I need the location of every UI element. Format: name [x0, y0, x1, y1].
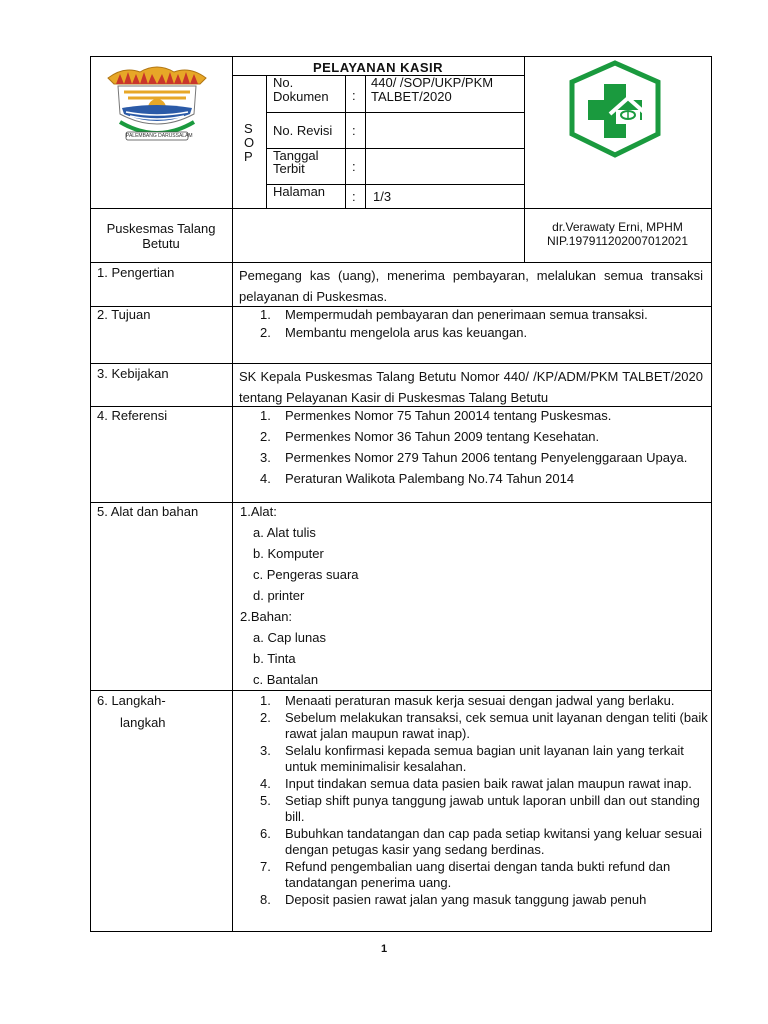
- city-seal-caption: PALEMBANG DARUSSALAM: [126, 133, 193, 139]
- list-number: 1.: [260, 693, 271, 708]
- list-number: 1.: [260, 307, 271, 322]
- list-number: 7.: [260, 859, 271, 874]
- alat-bahan-label: 5. Alat dan bahan: [97, 504, 199, 519]
- referensi-list: [240, 408, 708, 487]
- alat-item: c. Pengeras suara: [253, 567, 359, 582]
- halaman-separator: :: [352, 189, 356, 204]
- list-text: Permenkes Nomor 279 Tahun 2006 tentang Penyelenggaraan Upaya.: [285, 450, 688, 465]
- sop-letter-o: O: [244, 135, 255, 150]
- list-text: Sebelum melakukan transaksi, cek semua unit layanan dengan teliti (baik rawat jalan maupun rawat inap).: [285, 710, 708, 741]
- signer-name: dr.Verawaty Erni, MPHM: [552, 220, 683, 234]
- list-text: Deposit pasien rawat jalan yang masuk tanggung jawab penuh: [285, 892, 647, 907]
- list-text: Mempermudah pembayaran dan penerimaan semua transaksi.: [285, 307, 648, 322]
- puskesmas-name-line2: Betutu: [142, 236, 180, 251]
- list-number: 2.: [260, 429, 271, 444]
- sop-letter-s: S: [244, 121, 253, 136]
- list-text: Permenkes Nomor 36 Tahun 2009 tentang Kesehatan.: [285, 429, 600, 444]
- no-revisi-separator: :: [352, 123, 356, 138]
- list-text: Input tindakan semua data pasien baik rawat jalan maupun rawat inap.: [285, 776, 692, 791]
- no-dokumen-value-line2: TALBET/2020: [371, 89, 452, 104]
- tanggal-terbit-label-line1: Tanggal: [273, 148, 319, 163]
- puskesmas-name-line1: Puskesmas Talang: [106, 221, 216, 236]
- alat-heading: 1.Alat:: [240, 504, 277, 519]
- langkah-label-line1: 6. Langkah-: [97, 693, 166, 708]
- list-item: [240, 743, 708, 775]
- halaman-label: Halaman: [273, 184, 326, 199]
- sop-letter-p: P: [244, 149, 253, 164]
- health-cross-logo: [566, 60, 664, 158]
- list-number: 4.: [260, 471, 271, 486]
- list-number: 6.: [260, 826, 271, 841]
- langkah-label-line2: langkah: [120, 715, 166, 730]
- list-number: 5.: [260, 793, 271, 808]
- tujuan-label: 2. Tujuan: [97, 307, 151, 322]
- list-number: 2.: [260, 325, 271, 340]
- list-text: Peraturan Walikota Palembang No.74 Tahun 2014: [285, 471, 575, 486]
- no-dokumen-separator: :: [352, 88, 356, 103]
- list-item: [240, 826, 708, 858]
- pengertian-text: Pemegang kas (uang), menerima pembayaran, melalukan semua transaksi pelayanan di Puskesmas.: [239, 268, 703, 304]
- kebijakan-label: 3. Kebijakan: [97, 366, 169, 381]
- list-item: [240, 307, 660, 323]
- list-item: [240, 776, 708, 792]
- list-number: 1.: [260, 408, 271, 423]
- city-seal-logo: [104, 62, 210, 148]
- list-number: 3.: [260, 743, 271, 758]
- tujuan-list: [240, 307, 660, 341]
- list-text: Permenkes Nomor 75 Tahun 20014 tentang Puskesmas.: [285, 408, 612, 423]
- bahan-item: b. Tinta: [253, 651, 296, 666]
- list-item: [240, 710, 708, 742]
- list-text: Menaati peraturan masuk kerja sesuai dengan jadwal yang berlaku.: [285, 693, 675, 708]
- list-number: 8.: [260, 892, 271, 907]
- list-text: Membantu mengelola arus kas keuangan.: [285, 325, 528, 340]
- bahan-heading: 2.Bahan:: [240, 609, 293, 624]
- list-item: [240, 693, 708, 709]
- list-text: Refund pengembalian uang disertai dengan tanda bukti refund dan tandatangan penerima uang.: [285, 859, 671, 890]
- no-revisi-label: No. Revisi: [273, 123, 333, 138]
- list-item: [240, 471, 708, 487]
- list-number: 4.: [260, 776, 271, 791]
- list-number: 2.: [260, 710, 271, 725]
- langkah-list: [240, 693, 708, 908]
- alat-item: a. Alat tulis: [253, 525, 316, 540]
- list-text: Bubuhkan tandatangan dan cap pada setiap kwitansi yang keluar sesuai dengan petugas kasir yang sedang berdinas.: [285, 826, 703, 857]
- halaman-value: 1/3: [373, 189, 392, 204]
- list-item: [240, 429, 708, 445]
- bahan-item: c. Bantalan: [253, 672, 319, 687]
- list-text: Setiap shift punya tanggung jawab untuk laporan unbill dan out standing bill.: [285, 793, 700, 824]
- alat-item: b. Komputer: [253, 546, 324, 561]
- list-number: 3.: [260, 450, 271, 465]
- no-dokumen-value-line1: 440/ /SOP/UKP/PKM: [371, 75, 494, 90]
- list-item: [240, 859, 708, 891]
- signer-nip: NIP.197911202007012021: [546, 234, 689, 248]
- tanggal-terbit-label-line2: Terbit: [273, 161, 305, 176]
- document-title: PELAYANAN KASIR: [312, 60, 444, 75]
- kebijakan-text: SK Kepala Puskesmas Talang Betutu Nomor 440/ /KP/ADM/PKM TALBET/2020 tentang Pelayanan Kasir di Puskesmas Talang Betutu: [239, 369, 703, 405]
- list-item: [240, 793, 708, 825]
- no-dokumen-label-line1: No.: [273, 75, 294, 90]
- list-item: [240, 892, 708, 908]
- alat-item: d. printer: [253, 588, 305, 603]
- list-item: [240, 408, 708, 424]
- tanggal-terbit-separator: :: [352, 159, 356, 174]
- page-number: 1: [380, 943, 388, 955]
- list-item: [240, 450, 708, 466]
- referensi-label: 4. Referensi: [97, 408, 168, 423]
- bahan-item: a. Cap lunas: [253, 630, 326, 645]
- list-item: [240, 325, 660, 341]
- no-dokumen-label-line2: Dokumen: [273, 89, 329, 104]
- pengertian-label: 1. Pengertian: [97, 265, 175, 280]
- list-text: Selalu konfirmasi kepada semua bagian unit layanan lain yang terkait untuk meminimalisir kesalahan.: [285, 743, 684, 774]
